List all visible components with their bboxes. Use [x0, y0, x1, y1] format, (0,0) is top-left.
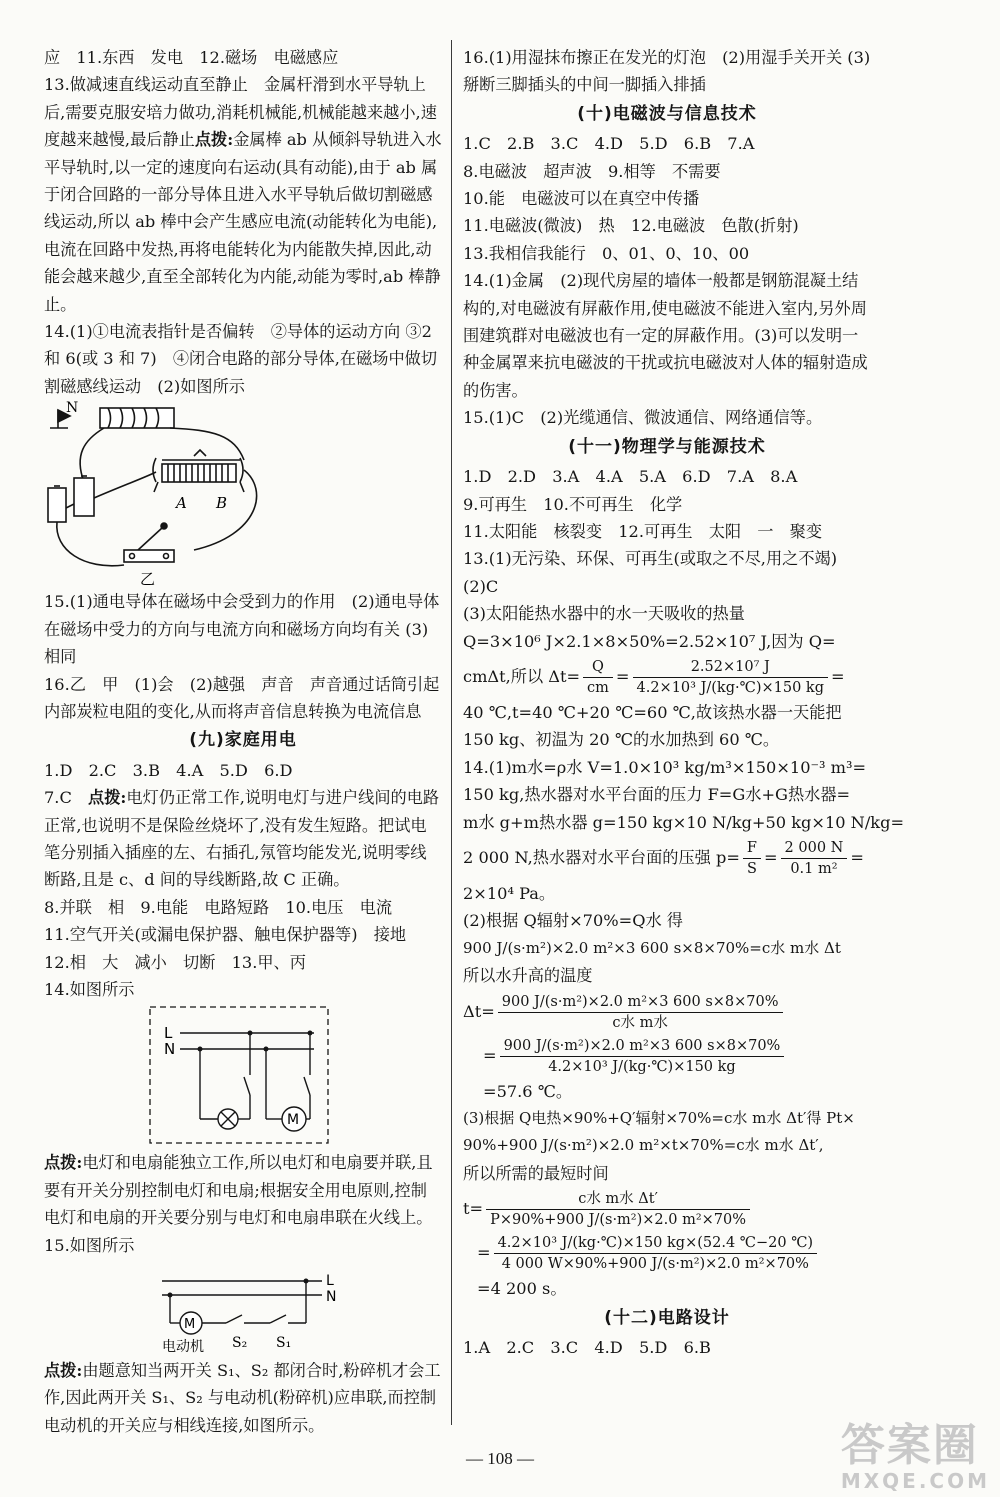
- answer-16: 16.乙 甲 (1)会 (2)越强 声音 声音通过话筒引起内部炭粒电阻的变化,从而将声音信息转换为电流信息: [44, 674, 440, 721]
- section-heading-9: (九)家庭用电: [189, 730, 297, 751]
- equation-line: 2×10⁴ Pa。: [463, 883, 556, 903]
- equation-line: 150 kg,热水器对水平台面的压力 F=G水+G热水器=: [463, 785, 851, 805]
- answer-15-label: 15.如图所示: [44, 1235, 135, 1255]
- equation-line: 150 kg、初温为 20 ℃的水加热到 60 ℃。: [463, 730, 780, 750]
- answer-11-12: 11.电磁波(微波) 热 12.电磁波 色散(折射): [463, 216, 799, 236]
- answer-line: 应 11.东西 发电 12.磁场 电磁感应: [44, 48, 339, 67]
- circuit-figure-electromagnet: [44, 400, 442, 588]
- compass-n-label: N: [66, 400, 79, 417]
- circuit-diagram-yi: [44, 400, 304, 588]
- equation-fraction: t= $\frac{\text{c水 m水 Δt′}}{\text{P×90\%+900 J/(s·m²)×2.0 m²×70\%}}$: [463, 1187, 871, 1231]
- point-b-label: B: [216, 494, 228, 513]
- answer-13-3: (3)太阳能热水器中的水一天吸收的热量: [463, 604, 745, 624]
- answer-13-r: 13.我相信我能行 0、01、0、10、00: [463, 243, 750, 263]
- answer-8-9: 8.电磁波 超声波 9.相等 不需要: [463, 161, 721, 181]
- answer-9-10: 9.可再生 10.不可再生 化学: [463, 494, 683, 514]
- answer-15: 15.(1)通电导体在磁场中会受到力的作用 (2)通电导体在磁场中受力的方向与电流方向和磁场方向均有关 (3)相同: [44, 592, 440, 667]
- answer-12-13: 12.相 大 减小 切断 13.甲、丙: [44, 952, 306, 972]
- right-column: [463, 44, 905, 1361]
- motor-m-label: M: [287, 1112, 300, 1129]
- line-n-label: N: [326, 1289, 337, 1305]
- answer-15-r: 15.(1)C (2)光缆通信、微波通信、网络通信等。: [463, 408, 823, 428]
- equation-line: 14.(1)m水=ρ水 V=1.0×10³ kg/m³×150×10⁻³ m³=: [463, 757, 867, 777]
- answer-13: 13.做减速直线运动直至静止 金属杆滑到水平导轨上后,需要克服安培力做功,消耗机械能,机械能越来越小,速度越来越慢,最后静止点拨:金属棒 ab 从倾斜导轨进入水平导轨时,以一定的速度向右运动(具有动能),由于 ab 属于闭合回路的一部分导体且进入水平导轨后做切割磁感线运动,所以 ab 棒中会产生感应电流(动能转化为电能),电流在回路中发热,再将电能转化为内能散失掉,因此,动能会越来越少,直至全部转化为内能,动能为零时,ab 棒静止。: [44, 75, 442, 314]
- equation-line: 900 J/(s·m²)×2.0 m²×3 600 s×8×70%=c水 m水 Δt: [463, 938, 841, 957]
- equation-line: =4 200 s。: [477, 1279, 567, 1299]
- answer-choices-12: 1.A 2.C 3.C 4.D 5.D 6.B: [463, 1338, 711, 1358]
- line-n-label: N: [164, 1040, 176, 1059]
- answer-14: 14.(1)①电流表指针是否偏转 ②导体的运动方向 ③2 和 6(或 3 和 7) ④闭合电路的部分导体,在磁场中做切割磁感线运动 (2)如图所示: [44, 322, 438, 396]
- answer-10: 10.能 电磁波可以在真空中传播: [463, 189, 700, 209]
- answer-15-tip: 点拨:由题意知当两开关 S₁、S₂ 都闭合时,粉碎机才会工作,因此两开关 S₁、S₂ 与电动机(粉碎机)应串联,而控制电动机的开关应与相线连接,如图所示。: [44, 1361, 441, 1435]
- equation-line: (2)根据 Q辐射×70%=Q水 得: [463, 911, 683, 931]
- answer-7: 7.C 点拨:电灯仍正常工作,说明电灯与进户线间的电路正常,也说明不是保险丝烧坏了,没有发生短路。把试电笔分别插入插座的左、右插孔,氖管均能发光,说明零线断路,且是 c、d 间的导线断路,故 C 正确。: [44, 788, 440, 890]
- answer-choices-11: 1.D 2.D 3.A 4.A 5.A 6.D 7.A 8.A: [463, 467, 798, 487]
- answer-14-r: 14.(1)金属 (2)现代房屋的墙体一般都是钢筋混凝土结构的,对电磁波有屏蔽作用,使电磁波不能进入室内,另外周围建筑群对电磁波也有一定的屏蔽作用。(3)可以发明一种金属罩来抗电磁波的干扰或抗电磁波对人体的辐射造成的伤害。: [463, 271, 868, 400]
- equation-fraction: = $\frac{\text{4.2×10³ J/(kg·℃)×150 kg×(52.4 ℃−20 ℃)}}{\text{4 000 W×90\%+900 J/(s·m²)×2.0 m²×70\%}}$: [463, 1231, 871, 1275]
- page-number: — 108 —: [466, 1449, 534, 1468]
- point-a-label: A: [176, 494, 187, 513]
- answer-13-2: (2)C: [463, 576, 499, 596]
- equation-line: (3)根据 Q电热×90%+Q′辐射×70%=c水 m水 Δt′得 Pt×: [463, 1109, 855, 1127]
- grinder-circuit-diagram: [44, 1259, 442, 1357]
- line-l-label: L: [326, 1273, 334, 1289]
- switch-s2-label: S₂: [232, 1335, 248, 1351]
- motor-m-label: M: [184, 1317, 196, 1332]
- figure-caption: 乙: [140, 570, 156, 589]
- equation-line: 所以水升高的温度: [463, 966, 593, 986]
- answer-choices: 1.D 2.C 3.B 4.A 5.D 6.D: [44, 760, 293, 780]
- grinder-circuit-figure: [44, 1259, 442, 1357]
- section-heading-11: (十一)物理学与能源技术: [568, 436, 766, 457]
- answer-11-12-energy: 11.太阳能 核裂变 12.可再生 太阳 一 聚变: [463, 521, 823, 541]
- equation-line: 40 ℃,t=40 ℃+20 ℃=60 ℃,故该热水器一天能把: [463, 702, 842, 722]
- equation-fraction: = $\frac{\text{900 J/(s·m²)×2.0 m²×3 600 s×8×70\%}}{\text{4.2×10³ J/(kg·℃)×150 kg}}$: [463, 1034, 871, 1078]
- equation-fraction: 2 000 N,热水器对水平台面的压强 p= $\frac{F}{S}$ = $\frac{2 000 N}{\text{0.1 m²}}$ =: [463, 839, 864, 877]
- section-heading-12: (十二)电路设计: [604, 1307, 730, 1328]
- equation-fraction: cmΔt,所以 Δt= $\frac{Q}{cm}$ = $\frac{\text{2.52×10⁷ J}}{\text{4.2×10³ J/(kg·℃)×150 kg}}$ =: [463, 658, 845, 696]
- answer-13-1: 13.(1)无污染、环保、可再生(或取之不尽,用之不竭): [463, 549, 838, 569]
- answer-11: 11.空气开关(或漏电保护器、触电保护器等) 接地: [44, 925, 407, 945]
- section-heading-10: (十)电磁波与信息技术: [577, 103, 757, 124]
- motor-caption: 电动机: [162, 1339, 204, 1355]
- equation-line: Q=3×10⁶ J×2.1×8×50%=2.52×10⁷ J,因为 Q=: [463, 631, 836, 651]
- equation-line: 所以所需的最短时间: [463, 1163, 609, 1183]
- household-circuit-figure: [44, 1003, 442, 1149]
- watermark-logo: 答案圈 MXQE.COM: [840, 1420, 990, 1493]
- left-column: [44, 44, 442, 1439]
- equation-line: m水 g+m热水器 g=150 kg×10 N/kg+50 kg×10 N/kg=: [463, 812, 905, 832]
- answer-14-label: 14.如图所示: [44, 979, 135, 999]
- column-divider: [451, 40, 452, 1425]
- answer-choices-10: 1.C 2.B 3.C 4.D 5.D 6.B 7.A: [463, 134, 755, 154]
- equation-line: 90%+900 J/(s·m²)×2.0 m²×t×70%=c水 m水 Δt′,: [463, 1136, 824, 1155]
- household-circuit-diagram: [44, 1003, 442, 1149]
- switch-s1-label: S₁: [276, 1335, 292, 1351]
- answer-16-right: 16.(1)用湿抹布擦正在发光的灯泡 (2)用湿手关开关 (3)掰断三脚插头的中间一脚插入排插: [463, 48, 871, 95]
- answer-14-tip: 点拨:电灯和电扇能独立工作,所以电灯和电扇要并联,且要有开关分别控制电灯和电扇;根据安全用电原则,控制电灯和电扇的开关要分别与电灯和电扇串联在火线上。: [44, 1153, 433, 1228]
- equation-fraction: Δt= $\frac{\text{900 J/(s·m²)×2.0 m²×3 600 s×8×70\%}}{\text{c水 m水}}$: [463, 990, 871, 1034]
- answer-8-10: 8.并联 相 9.电能 电路短路 10.电压 电流: [44, 897, 393, 917]
- line-l-label: L: [164, 1024, 173, 1043]
- equation-line: =57.6 ℃。: [483, 1081, 573, 1101]
